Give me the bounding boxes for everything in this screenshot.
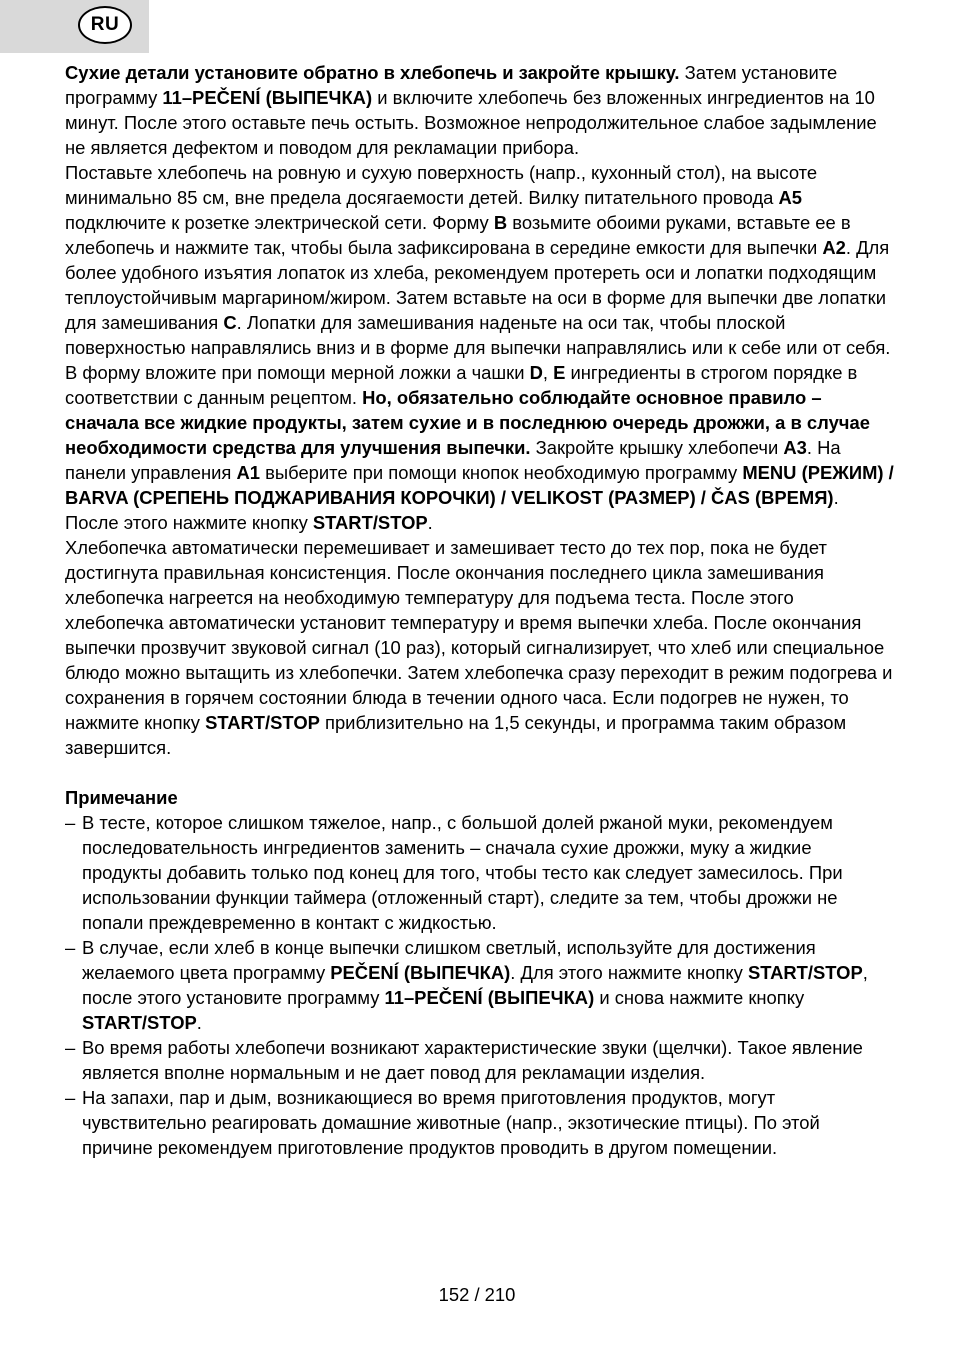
text-run: В случае, если хлеб в конце выпечки слишком светлый, используйте для достижения желаемого цвета программу bbox=[82, 937, 816, 983]
list-item bbox=[65, 810, 895, 935]
bold-text: START/STOP bbox=[82, 1012, 197, 1033]
bold-text: MENU (РЕЖИМ) / BARVA (СРЕПЕНЬ ПОДЖАРИВАНИЯ КОРОЧКИ) / VELIKOST (РАЗМЕР) / ČAS (ВРЕМЯ) bbox=[65, 462, 894, 508]
bold-text: A1 bbox=[236, 462, 261, 483]
text-run: На запахи, пар и дым, возникающиеся во время приготовления продуктов, могут чувствительно реагировать домашние животные (напр., экзотические птицы). По этой причине рекомендуем приготовление продуктов проводить в другом помещении. bbox=[82, 1087, 820, 1158]
paragraph bbox=[65, 535, 895, 760]
bold-text: C bbox=[223, 312, 237, 333]
dash-bullet: – bbox=[65, 937, 76, 958]
dash-bullet: – bbox=[65, 812, 76, 833]
page-current: 152 bbox=[438, 1284, 470, 1305]
text-run: и снова нажмите кнопку bbox=[594, 987, 805, 1008]
text-run: ингредиенты в строгом порядке в соответствии с данным рецептом. bbox=[65, 362, 858, 408]
text-run: Затем установите программу bbox=[65, 62, 838, 108]
bold-text: 11–PEČENÍ (ВЫПЕЧКА) bbox=[384, 987, 595, 1008]
text-run: , после этого установите программу bbox=[82, 962, 868, 1008]
page-total: 210 bbox=[484, 1284, 516, 1305]
bold-text: A5 bbox=[778, 187, 803, 208]
text-run: , bbox=[542, 362, 554, 383]
bold-text: B bbox=[493, 212, 508, 233]
text-run: Хлебопечка автоматически перемешивает и замешивает тесто до тех пор, пока не будет достигнута правильная консистенция. После окончания последнего цикла замешивания хлебопечка нагреется на необходимую температуру для подъема теста. После этого хлебопечка автоматически установит температуру и время выпечки хлеба. После окончания выпечки прозвучит звуковой сигнал (10 раз), который сигнализирует, что хлеб или специальное блюдо можно вытащить из хлебопечки. Затем хлебопечка сразу переходит в режим подогрева и сохранения в горячем состоянии блюда в течении одного часа. Если подогрев не нужен, то нажмите кнопку bbox=[65, 537, 893, 733]
bold-text: START/STOP bbox=[312, 512, 428, 533]
paragraph bbox=[65, 360, 895, 535]
dash-bullet: – bbox=[65, 1037, 76, 1058]
language-tab bbox=[0, 0, 149, 53]
text-run: . Для этого нажмите кнопку bbox=[510, 962, 748, 983]
note-title: Примечание bbox=[65, 787, 178, 808]
bold-text: A2 bbox=[822, 237, 846, 258]
text-run: . На панели управления bbox=[65, 437, 841, 483]
dash-bullet: – bbox=[65, 1087, 76, 1108]
text-run: подключите к розетке электрической сети. Форму bbox=[65, 212, 494, 233]
text-run: . Лопатки для замешивания наденьте на оси так, чтобы плоской поверхностью направлялись вниз и в форме для выпечки направлялись или к себе или от себя. bbox=[65, 312, 891, 358]
bold-text: PEČENÍ (ВЫПЕЧКА) bbox=[330, 962, 511, 983]
text-run: выберите при помощи кнопок необходимую программу bbox=[260, 462, 743, 483]
list-item bbox=[65, 1085, 895, 1160]
language-badge: RU bbox=[78, 6, 132, 44]
bold-text: A3 bbox=[783, 437, 807, 458]
page-number bbox=[0, 1282, 954, 1307]
note-list bbox=[65, 810, 895, 1160]
bold-text: E bbox=[553, 362, 566, 383]
text-run: В форму вложите при помощи мерной ложки а чашки bbox=[65, 362, 530, 383]
list-item-text bbox=[82, 1087, 820, 1158]
bold-text: START/STOP bbox=[747, 962, 863, 983]
text-run: Поставьте хлебопечь на ровную и сухую поверхность (напр., кухонный стол), на высоте минимально 85 см, вне предела досягаемости детей. Вилку питательного провода bbox=[65, 162, 818, 208]
list-item-text bbox=[82, 812, 843, 933]
list-item bbox=[65, 935, 895, 1035]
list-item bbox=[65, 1035, 895, 1085]
text-run: . Для более удобного изъятия лопаток из хлеба, рекомендуем протереть оси и лопатки подходящим теплоустойчивым маргарином/жиром. Затем вставьте на оси в форме для выпечки две лопатки для замешивания bbox=[65, 237, 890, 333]
bold-text: 11–PEČENÍ (ВЫПЕЧКА) bbox=[162, 87, 373, 108]
text-run: Во время работы хлебопечи возникают характеристические звуки (щелчки). Такое явление является вполне нормальным и не дает повод для рекламации изделия. bbox=[82, 1037, 863, 1083]
paragraph bbox=[65, 160, 895, 360]
text-run: . bbox=[427, 512, 433, 533]
bold-text: Но, обязательно соблюдайте основное правило – сначала все жидкие продукты, затем сухие и в последнюю очередь дрожжи, а в случае необходимости средства для улучшения выпечки. bbox=[65, 387, 870, 458]
page-separator: / bbox=[469, 1284, 485, 1305]
list-item-text bbox=[82, 937, 868, 1033]
list-item-text bbox=[82, 1037, 863, 1083]
text-run: . bbox=[196, 1012, 202, 1033]
bold-text: Сухие детали установите обратно в хлебопечь и закройте крышку. bbox=[65, 62, 680, 83]
text-run: и включите хлебопечь без вложенных ингредиентов на 10 минут. После этого оставьте печь остыть. Возможное непродолжительное слабое задымление не является дефектом и поводом для рекламации прибора. bbox=[65, 87, 877, 158]
text-run: . После этого нажмите кнопку bbox=[65, 487, 839, 533]
text-run: приблизительно на 1,5 секунды, и программа таким образом завершится. bbox=[65, 712, 847, 758]
bold-text: START/STOP bbox=[205, 712, 320, 733]
manual-body bbox=[65, 60, 895, 1160]
text-run: возьмите обоими руками, вставьте ее в хлебопечь и нажмите так, чтобы была зафиксирована в середине емкости для выпечки bbox=[65, 212, 851, 258]
text-run: В тесте, которое слишком тяжелое, напр., с большой долей ржаной муки, рекомендуем последовательность ингредиентов заменить – сначала сухие дрожжи, муку а жидкие продукты добавить только под конец для того, чтобы тесто как следует замесилось. При использовании функции таймера (отложенный старт), следите за тем, чтобы дрожжи не попали преждевременно в контакт с жидкостью. bbox=[82, 812, 843, 933]
bold-text: D bbox=[529, 362, 543, 383]
text-run: Закройте крышку хлебопечи bbox=[530, 437, 784, 458]
paragraph bbox=[65, 60, 895, 160]
